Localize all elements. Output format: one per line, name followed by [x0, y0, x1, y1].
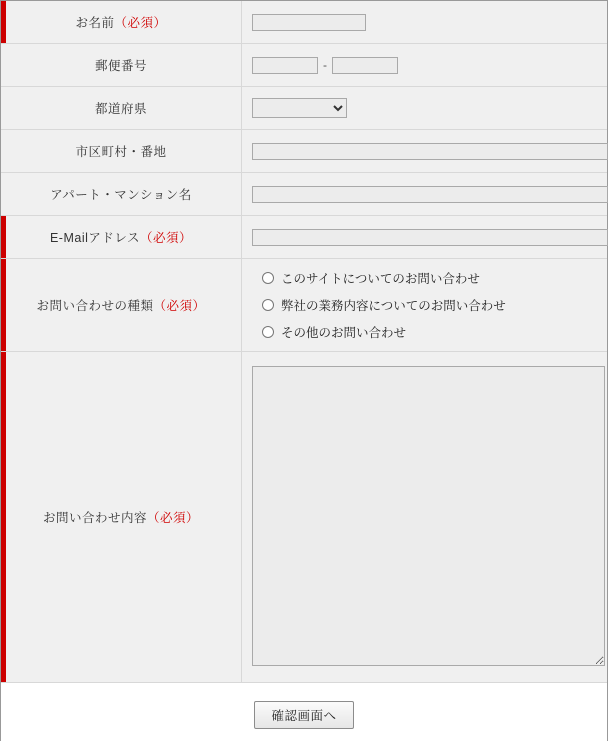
city-input[interactable]: [252, 143, 608, 160]
label-email: [1, 216, 242, 259]
label-message: [1, 352, 242, 683]
label-email-text: E-Mailアドレス: [49, 231, 141, 245]
label-city-text: 市区町村・番地: [75, 145, 167, 159]
prefecture-select[interactable]: [252, 98, 347, 118]
label-email-required: （必須）: [140, 231, 193, 245]
inquiry-type-radio-group: [252, 269, 597, 341]
label-inquiry-type-required: （必須）: [153, 299, 206, 313]
table-row-prefecture: [1, 87, 607, 130]
field-inquiry-type: [242, 259, 608, 352]
table-row-building: [1, 173, 607, 216]
building-input[interactable]: [252, 186, 608, 203]
zip-separator: -: [323, 58, 327, 72]
label-message-text: お問い合わせ内容: [42, 511, 147, 525]
label-name-required: （必須）: [114, 16, 167, 30]
radio-input-other[interactable]: [262, 326, 274, 338]
field-email: [242, 216, 608, 259]
table-row-email: [1, 216, 607, 259]
field-zip: [242, 44, 608, 87]
email-field[interactable]: [252, 229, 608, 246]
label-building: [1, 173, 242, 216]
contact-form-table: [1, 1, 607, 683]
radio-label-site: このサイトについてのお問い合わせ: [281, 272, 480, 286]
label-name: [1, 1, 242, 44]
name-input[interactable]: [252, 14, 366, 31]
radio-option-other[interactable]: [262, 323, 597, 341]
confirm-button[interactable]: 確認画面へ: [254, 701, 353, 729]
table-row-name: [1, 1, 607, 44]
label-inquiry-type: [1, 259, 242, 352]
label-zip-text: 郵便番号: [94, 59, 147, 73]
zip-second-input[interactable]: [332, 57, 398, 74]
zip-first-input[interactable]: [252, 57, 318, 74]
submit-area: [1, 683, 607, 743]
label-zip: [1, 44, 242, 87]
label-prefecture: [1, 87, 242, 130]
table-row-inquiry-type: [1, 259, 607, 352]
field-name: [242, 1, 608, 44]
field-prefecture: [242, 87, 608, 130]
label-name-text: お名前: [75, 16, 115, 30]
label-prefecture-text: 都道府県: [94, 102, 147, 116]
field-building: [242, 173, 608, 216]
label-inquiry-type-text: お問い合わせの種類: [36, 299, 154, 313]
label-building-text: アパート・マンション名: [50, 188, 192, 202]
label-city: [1, 130, 242, 173]
radio-label-other: その他のお問い合わせ: [281, 326, 407, 340]
field-city: [242, 130, 608, 173]
radio-option-business[interactable]: [262, 296, 597, 314]
message-textarea[interactable]: [252, 366, 605, 666]
field-message: [242, 352, 608, 683]
radio-label-business: 弊社の業務内容についてのお問い合わせ: [281, 299, 506, 313]
label-message-required: （必須）: [147, 511, 200, 525]
radio-input-business[interactable]: [262, 299, 274, 311]
table-row-zip: [1, 44, 607, 87]
table-row-city: [1, 130, 607, 173]
radio-option-site[interactable]: [262, 269, 597, 287]
table-row-message: [1, 352, 607, 683]
radio-input-site[interactable]: [262, 272, 274, 284]
